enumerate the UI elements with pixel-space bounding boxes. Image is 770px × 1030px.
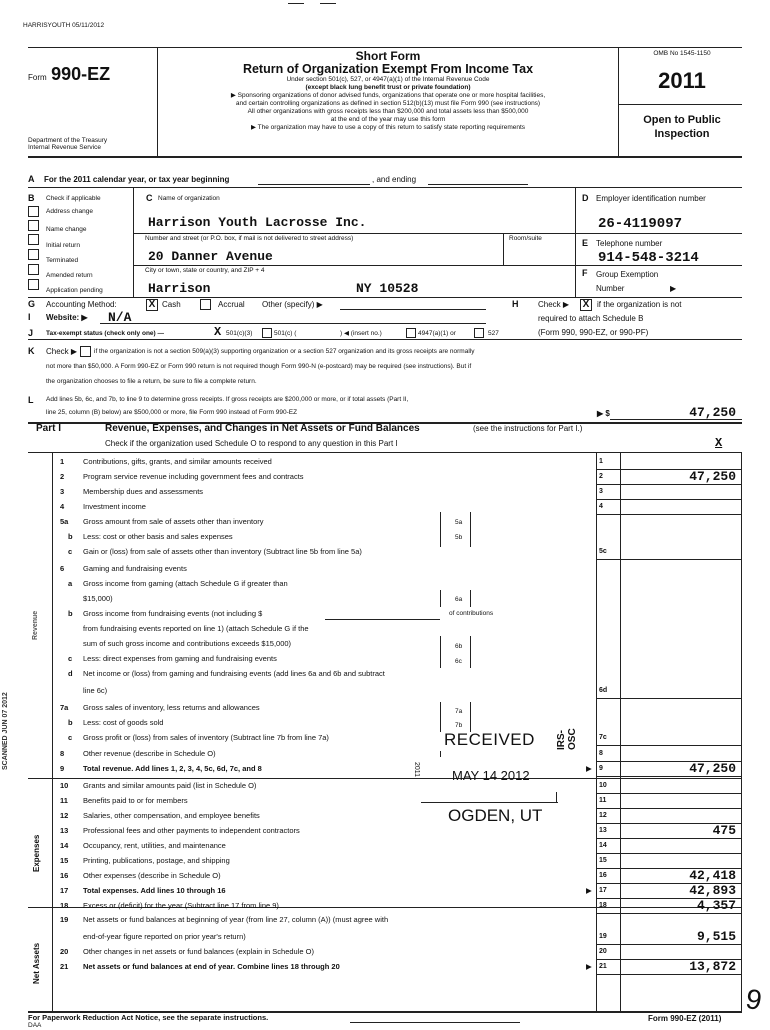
line-box-label: 15 [599,857,607,864]
schedule-b-checkbox[interactable]: X [580,299,592,311]
part1-title: Revenue, Expenses, and Changes in Net Assets or Fund Balances [105,423,420,434]
status-501c-checkbox[interactable] [262,328,272,338]
line-row [0,546,770,559]
line-rule [596,745,742,746]
line-description: Membership dues and assessments [83,487,204,496]
box-6a-label: 6a [455,596,463,603]
line-description: Gaming and fundraising events [83,564,187,573]
name-change-checkbox[interactable] [28,220,39,231]
line-description: line 6c) [83,686,108,695]
part1-label: Part I [36,423,62,434]
line-rule [596,853,742,854]
line-description: Less: cost of goods sold [83,718,164,727]
line-box-label: 16 [599,872,607,879]
line-row [0,810,770,823]
line-description: Excess or (deficit) for the year (Subtract line 17 from line 9) [83,901,279,910]
line-number: 13 [60,826,69,835]
line-arrow-icon: ▶ [586,886,592,895]
gross-receipts-amount: 47,250 [689,405,736,420]
initial-return-label: Initial return [46,242,80,249]
application-pending-checkbox[interactable] [28,279,39,290]
org-name-label: Name of organization [158,195,220,202]
line-row [0,795,770,808]
line-row [0,780,770,793]
line-description: Salaries, other compensation, and employee benefits [83,811,260,820]
line-rule [596,514,742,515]
line-number: 9 [60,764,65,773]
received-city: OGDEN, UT [448,806,543,825]
label-j: J [28,328,34,338]
part1-check-text: Check if the organization used Schedule O to respond to any question in this Part I [105,439,398,448]
line-description: Gross income from fundraising events (not including $ [83,609,263,618]
line-sub-letter: c [68,547,73,556]
line-number: 1 [60,457,65,466]
application-pending-label: Application pending [46,287,103,294]
line-number: 17 [60,886,69,895]
line-box-label: 2 [599,473,603,480]
group-number-arrow: ▶ [670,284,677,293]
group-number-label: Number [596,284,625,293]
label-a: A [28,174,35,184]
line-description: Occupancy, rent, utilities, and maintenance [83,841,226,850]
paperwork-notice: For Paperwork Reduction Act Notice, see the separate instructions. [28,1013,269,1022]
line-box-label: 19 [599,933,607,940]
label-c: C [146,193,153,203]
line-description: Net income or (loss) from gaming and fundraising events (add lines 6a and 6b and subtract [83,669,385,678]
line-description: Total expenses. Add lines 10 through 16 [83,886,226,895]
line-row [0,840,770,853]
of-contributions: of contributions [449,610,494,617]
line-row [0,638,770,651]
stamp-irs-osc [556,728,578,750]
line-number: 19 [60,915,69,924]
h-text-4: (Form 990, 990-EZ, or 990-PF) [538,328,649,337]
form-number [28,64,110,85]
line-number: 3 [60,487,65,496]
box-7b-label: 7b [455,722,463,729]
line-box-label: 9 [599,765,603,772]
l-arrow: ▶ $ [597,409,610,418]
label-g: G [28,299,36,309]
form-note-1: ▶ Sponsoring organizations of donor advised funds, organizations that operate one or more hospital facilities, [230,92,546,99]
status-501c3-mark[interactable]: X [214,325,222,339]
footer-form-label: Form 990-EZ (2011) [648,1014,722,1023]
line-amount: 9,515 [696,929,736,944]
form-note-2: and certain controlling organizations as defined in section 512(b)(13) must file Form 990 (see instructions) [235,100,541,107]
terminated-checkbox[interactable] [28,249,39,260]
and-ending: , and ending [372,175,417,184]
state-zip: NY 10528 [356,281,419,296]
corner-handwritten-mark: 9 [743,982,765,1017]
label-f: F [582,268,588,278]
dept-treasury: Department of the Treasury [28,137,108,144]
line-box-label: 1 [599,458,603,465]
line-row [0,653,770,666]
line-description: Investment income [83,502,146,511]
line-sub-letter: b [68,609,73,618]
k-text-2: not more than $50,000. A Form 990-EZ or Form 990 return is not required though Form 990-N (e-postcard) may be required (see instructions). But if [46,363,472,370]
line-row [0,471,770,484]
status-501c: 501(c) ( [274,330,297,337]
label-e: E [582,238,589,248]
line-sub-letter: c [68,654,73,663]
terminated-label: Terminated [46,257,79,264]
cash-checkbox[interactable]: X [146,299,158,311]
line-row [0,563,770,576]
line-row [0,855,770,868]
line-rule [596,838,742,839]
address-change-label: Address change [46,208,93,215]
form-note-4: at the end of the year may use this form [330,116,446,123]
phone-label: Telephone number [596,239,663,248]
phone: 914-548-3214 [598,250,699,266]
short-form: Short Form [355,49,421,63]
h-text-2: if the organization is not [597,300,682,309]
line-rule [596,484,742,485]
l-text-1: Add lines 5b, 6c, and 7b, to line 9 to determine gross receipts. If gross receipts are $200,000 or more, or if total assets (Part II, [46,396,409,403]
line-arrow-icon: ▶ [586,764,592,773]
website-label: Website: ▶ [46,313,88,322]
city-label: City or town, state or country, and ZIP + 4 [145,267,265,274]
check-if-applicable: Check if applicable [46,195,101,202]
line-number: 4 [60,502,65,511]
line-sub-letter: b [68,718,73,727]
form-note-3: All other organizations with gross receipts less than $200,000 and total assets less than $500,000 [247,108,529,115]
line-number: 10 [60,781,69,790]
line-box-label: 6d [599,687,608,694]
line-row [0,931,770,944]
line-description: Net assets or fund balances at end of year. Combine lines 18 through 20 [83,962,340,971]
line-description: Less: cost or other basis and sales expenses [83,532,233,541]
line-row [0,825,770,838]
dept-irs: Internal Revenue Service [28,144,101,151]
line-sub-letter: b [68,532,73,541]
line-row [0,717,770,730]
line-description: Printing, publications, postage, and shipping [83,856,230,865]
line-sub-letter: c [68,733,73,742]
ein-label: Employer identification number [596,194,706,203]
stamp-code: 2011 [413,762,420,778]
line-description: Gross amount from sale of assets other than inventory [83,517,264,526]
status-4947: 4947(a)(1) or [418,330,456,337]
ein: 26-4119097 [598,216,683,232]
line-row [0,870,770,883]
city: Harrison [148,281,211,296]
line-amount: 47,250 [689,761,736,776]
line-row [0,702,770,715]
initial-return-checkbox[interactable] [28,234,39,245]
box-7a-label: 7a [455,708,463,715]
open-line-1: Open to Public [643,114,721,126]
line-row [0,763,770,776]
line-rule [596,499,742,500]
accounting-method-label: Accounting Method: [46,300,117,309]
tax-exempt-status-label: Tax-exempt status (check only one) — [46,330,164,337]
line-box-label: 21 [599,963,607,970]
net-assets-side-label: Net Assets [32,942,41,984]
form-title: Return of Organization Exempt From Income Tax [242,62,534,76]
line-row [0,608,770,621]
website: N/A [108,310,132,325]
received-stamp [413,722,578,826]
line-box-label: 8 [599,750,603,757]
line-row [0,531,770,544]
open-to-public [622,113,742,141]
header-note: HARRISYOUTH 05/11/2012 [23,22,105,29]
line-row [0,914,770,927]
line-description: from fundraising events reported on line 1) (attach Schedule G if the [83,624,309,633]
part1-schedule-o-checkbox[interactable]: X [715,436,723,450]
line-box-label: 4 [599,503,603,510]
street-label: Number and street (or P.O. box, if mail is not delivered to street address) [145,235,354,242]
box-6b-label: 6b [455,643,463,650]
line-number: 20 [60,947,69,956]
line-row [0,900,770,913]
line-number: 2 [60,472,65,481]
line-rule [596,944,742,945]
line-number: 15 [60,856,69,865]
line-row [0,748,770,761]
line-rule [596,793,742,794]
line-box-label: 3 [599,488,603,495]
line-row [0,623,770,636]
status-insert-no: ) ◀ (insert no.) [340,330,382,337]
line-box-label: 5c [599,548,607,555]
line-row [0,961,770,974]
status-527-checkbox[interactable] [474,328,484,338]
org-name: Harrison Youth Lacrosse Inc. [148,215,367,230]
line-row [0,593,770,606]
form-subtitle-2: (except black lung benefit trust or private foundation) [305,84,471,91]
line-amount: 475 [712,823,736,838]
k-checkbox[interactable] [80,346,91,357]
form-title-block [158,50,618,132]
line-amount: 42,893 [689,883,736,898]
line-box-label: 10 [599,782,607,789]
l-text-2: line 25, column (B) below) are $500,000 or more, file Form 990 instead of Form 990-EZ [46,409,298,416]
line-description: Other expenses (describe in Schedule O) [83,871,221,880]
street-address: 20 Danner Avenue [148,249,273,264]
label-d: D [582,193,589,203]
line-description: Gross profit or (loss) from sales of inventory (Subtract line 7b from line 7a) [83,733,329,742]
line-number: 16 [60,871,69,880]
line-box-label: 14 [599,842,607,849]
box-5a-label: 5a [455,519,463,526]
k-text-3: the organization chooses to file a return, be sure to file a complete return. [46,378,257,385]
line-sub-letter: a [68,579,73,588]
line-number: 7a [60,703,69,712]
form-subtitle: Under section 501(c), 527, or 4947(a)(1) of the Internal Revenue Code [286,76,490,83]
open-line-2: Inspection [654,128,710,140]
cash-label: Cash [162,300,181,309]
expenses-side-label: Expenses [32,834,41,872]
revenue-side-label: Revenue [32,610,39,640]
accrual-label: Accrual [218,300,245,309]
line-box-label: 18 [599,902,607,909]
line-description: Other revenue (describe in Schedule O) [83,749,216,758]
line-row [0,516,770,529]
box-5b-label: 5b [455,534,463,541]
line-box-label: 13 [599,827,607,834]
amended-return-checkbox[interactable] [28,264,39,275]
form-note-5: ▶ The organization may have to use a copy of this return to satisfy state reporting requirements [250,124,526,131]
line-number: 6 [60,564,65,573]
h-text-3: required to attach Schedule B [538,314,644,323]
line-sub-letter: d [68,669,73,678]
line-description: Grants and similar amounts paid (list in Schedule O) [83,781,257,790]
group-exemption-label: Group Exemption [596,270,659,279]
h-check-label: Check ▶ [538,300,570,309]
line-row [0,885,770,898]
line-number: 18 [60,901,69,910]
line-number: 11 [60,796,68,805]
line-rule [596,776,742,777]
k-text-1: if the organization is not a section 509(a)(3) supporting organization or a section 527 organization and its gross receipts are normally [94,348,475,355]
label-k: K [28,346,35,356]
line-rule [596,808,742,809]
stamp-irs-osc-text: IRS-OSC [556,728,578,750]
line-number: 5a [60,517,69,526]
line-rule [596,559,742,560]
line-number: 8 [60,749,65,758]
line-description: Net assets or fund balances at beginning of year (from line 27, column (A)) (must agree with [83,915,389,924]
line-description: Other changes in net assets or fund balances (explain in Schedule O) [83,947,314,956]
part1-title-note: (see the instructions for Part I.) [473,424,583,433]
address-change-checkbox[interactable] [28,206,39,217]
line-rule [596,974,742,975]
line-rule [596,698,742,699]
line-number: 21 [60,962,69,971]
room-suite-label: Room/suite [509,235,542,242]
label-b: B [28,193,35,203]
line-amount: 47,250 [689,469,736,484]
line-number: 12 [60,811,69,820]
line-description: Gross sales of inventory, less returns and allowances [83,703,260,712]
scanned-stamp: SCANNED JUN 07 2012 [2,692,9,770]
line-description: Program service revenue including government fees and contracts [83,472,304,481]
line-description: end-of-year figure reported on prior year's return) [83,932,246,941]
line-row [0,732,770,745]
line-description: Less: direct expenses from gaming and fundraising events [83,654,277,663]
name-change-label: Name change [46,226,87,233]
tax-year: 2011 [658,68,706,93]
label-l: L [28,395,34,405]
received-text: RECEIVED [444,730,535,749]
tax-year-text: For the 2011 calendar year, or tax year beginning [44,175,230,184]
line-box-label: 17 [599,887,607,894]
line-description: Benefits paid to or for members [83,796,188,805]
line-box-label: 20 [599,948,607,955]
omb-number: OMB No 1545-1150 [653,50,711,57]
line-box-label: 7c [599,734,607,741]
line-number: 14 [60,841,69,850]
status-4947-checkbox[interactable] [406,328,416,338]
line-description: Gross income from gaming (attach Schedule G if greater than [83,579,288,588]
received-date: MAY 14 2012 [452,768,530,783]
accrual-checkbox[interactable] [200,299,211,310]
line-row [0,578,770,591]
label-i: I [28,312,31,322]
line-box-label: 11 [599,797,607,804]
status-527: 527 [488,330,499,337]
amended-return-label: Amended return [46,272,93,279]
line-row [0,946,770,959]
line-box-label: 12 [599,812,607,819]
other-method-label: Other (specify) ▶ [262,300,323,309]
line-row [0,685,770,698]
status-501c3: 501(c)(3) [226,330,253,337]
box-6c-label: 6c [455,658,462,665]
line-description: sum of such gross income and contributions exceeds $15,000) [83,639,292,648]
line-description: Total revenue. Add lines 1, 2, 3, 4, 5c, 6d, 7c, and 8 [83,764,262,773]
line-row [0,668,770,681]
line-description: Gain or (loss) from sale of assets other than inventory (Subtract line 5b from line 5a) [83,547,362,556]
line-arrow-icon: ▶ [586,962,592,971]
line-description: Contributions, gifts, grants, and similar amounts received [83,457,272,466]
form-label: Form [28,73,47,82]
line-row [0,456,770,469]
line-row [0,501,770,514]
label-h: H [512,299,519,309]
line-amount: 42,418 [689,868,736,883]
line-row [0,486,770,499]
k-check-label: Check ▶ [46,347,78,356]
line-description: Professional fees and other payments to independent contractors [83,826,300,835]
line-amount: 13,872 [689,959,736,974]
daa-label: DAA [28,1022,42,1029]
line-description: $15,000) [83,594,113,603]
form-number-text: 990-EZ [51,64,111,84]
line-amount: 4,357 [696,898,736,913]
